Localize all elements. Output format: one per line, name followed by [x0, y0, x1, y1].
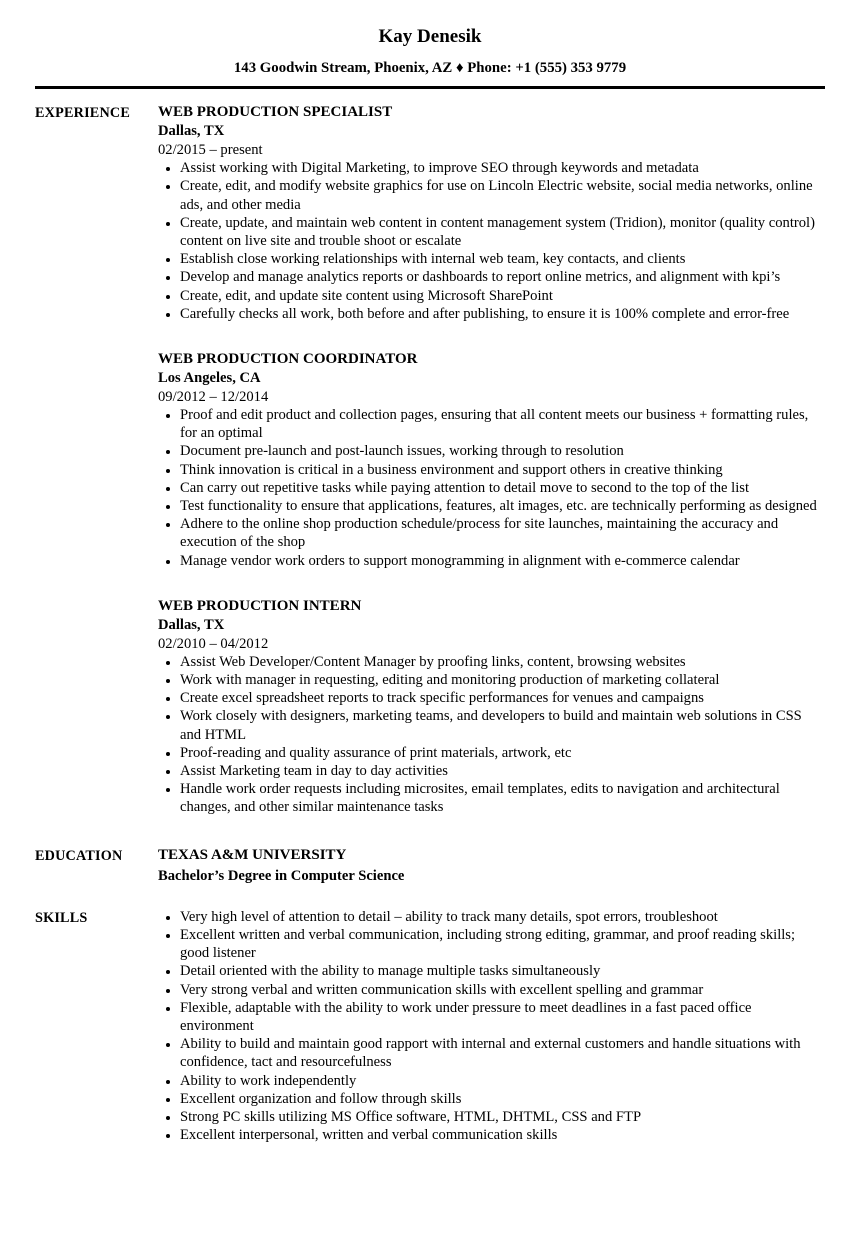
bullet-item: • Very strong verbal and written communication skills with excellent spelling and grammar [180, 981, 825, 999]
experience-content [158, 103, 825, 816]
bullet-item: • Assist working with Digital Marketing, to improve SEO through keywords and metadata [180, 159, 825, 177]
job-bullet-list [158, 406, 825, 570]
degree-name: Bachelor’s Degree in Computer Science [158, 867, 405, 884]
header-divider [35, 86, 825, 89]
bullet-item: • Assist Web Developer/Content Manager by proofing links, content, browsing websites [180, 653, 825, 671]
job-location: Dallas, TX [158, 123, 225, 140]
bullet-item: • Establish close working relationships with internal web team, key contacts, and clients [180, 250, 825, 268]
job-entry [158, 350, 825, 570]
job-bullet-list [158, 159, 825, 323]
resume-header [35, 26, 825, 77]
bullet-item: • Create, edit, and update site content using Microsoft SharePoint [180, 287, 825, 305]
bullet-item: • Carefully checks all work, both before and after publishing, to ensure it is 100% complete and error-free [180, 305, 825, 323]
job-entry [158, 597, 825, 817]
experience-label: EXPERIENCE [35, 105, 131, 122]
bullet-item: • Develop and manage analytics reports or dashboards to report online metrics, and alignment with kpi’s [180, 268, 825, 286]
bullet-item: • Flexible, adaptable with the ability to work under pressure to meet deadlines in a fast paced office environment [180, 999, 825, 1035]
bullet-item: • Work with manager in requesting, editing and monitoring production of marketing collateral [180, 671, 825, 689]
skills-section [35, 908, 825, 1145]
bullet-item: • Detail oriented with the ability to manage multiple tasks simultaneously [180, 962, 825, 980]
job-location: Los Angeles, CA [158, 370, 261, 387]
bullet-item: • Proof and edit product and collection pages, ensuring that all content meets our business + formatting rules, for an optimal [180, 406, 825, 442]
job-dates: 09/2012 – 12/2014 [158, 389, 269, 406]
job-title: WEB PRODUCTION INTERN [158, 597, 362, 614]
education-label: EDUCATION [35, 847, 123, 864]
bullet-item: • Excellent interpersonal, written and verbal communication skills [180, 1126, 825, 1144]
bullet-item: • Create, edit, and modify website graphics for use on Lincoln Electric website, social media networks, online ads, and other media [180, 177, 825, 213]
bullet-item: • Create excel spreadsheet reports to track specific performances for venues and campaigns [180, 689, 825, 707]
bullet-item: • Ability to work independently [180, 1072, 825, 1090]
bullet-item: • Very high level of attention to detail – ability to track many details, spot errors, troubleshoot [180, 908, 825, 926]
school-name: TEXAS A&M UNIVERSITY [158, 846, 347, 863]
experience-section [35, 103, 825, 816]
job-title: WEB PRODUCTION SPECIALIST [158, 104, 393, 121]
bullet-item: • Assist Marketing team in day to day activities [180, 762, 825, 780]
bullet-item: • Test functionality to ensure that applications, features, alt images, etc. are technically performing as designed [180, 497, 825, 515]
bullet-item: • Proof-reading and quality assurance of print materials, artwork, etc [180, 744, 825, 762]
bullet-item: • Create, update, and maintain web content in content management system (Tridion), monitor (quality control) content on live site and trouble shoot or escalate [180, 214, 825, 250]
bullet-item: • Can carry out repetitive tasks while paying attention to detail move to second to the top of the list [180, 479, 825, 497]
bullet-item: • Handle work order requests including microsites, email templates, edits to navigation and architectural changes, and other similar maintenance tasks [180, 780, 825, 816]
job-bullet-list [158, 653, 825, 817]
bullet-item: • Excellent written and verbal communication, including strong editing, grammar, and proof reading skills; good listener [180, 926, 825, 962]
job-location: Dallas, TX [158, 616, 225, 633]
skills-label: SKILLS [35, 909, 88, 926]
education-content [158, 846, 825, 886]
job-dates: 02/2010 – 04/2012 [158, 635, 269, 652]
job-dates: 02/2015 – present [158, 142, 263, 159]
job-entry [158, 103, 825, 323]
skills-bullet-list [158, 908, 825, 1145]
bullet-item: • Excellent organization and follow through skills [180, 1090, 825, 1108]
bullet-item: • Manage vendor work orders to support monogramming in alignment with e-commerce calendar [180, 552, 825, 570]
bullet-item: • Adhere to the online shop production schedule/process for site launches, maintaining the accuracy and execution of the shop [180, 515, 825, 551]
bullet-item: • Think innovation is critical in a business environment and support others in creative thinking [180, 461, 825, 479]
job-title: WEB PRODUCTION COORDINATOR [158, 351, 418, 368]
contact-line: 143 Goodwin Stream, Phoenix, AZ ♦ Phone: +1 (555) 353 9779 [233, 60, 627, 76]
bullet-item: • Strong PC skills utilizing MS Office software, HTML, DHTML, CSS and FTP [180, 1108, 825, 1126]
bullet-item: • Ability to build and maintain good rapport with internal and external customers and handle situations with confidence, tact and resourcefulness [180, 1035, 825, 1071]
skills-content [158, 908, 825, 1145]
bullet-item: • Work closely with designers, marketing teams, and developers to build and maintain web solutions in CSS and HTML [180, 707, 825, 743]
bullet-item: • Document pre-launch and post-launch issues, working through to resolution [180, 442, 825, 460]
candidate-name: Kay Denesik [378, 26, 482, 47]
education-section [35, 846, 825, 886]
